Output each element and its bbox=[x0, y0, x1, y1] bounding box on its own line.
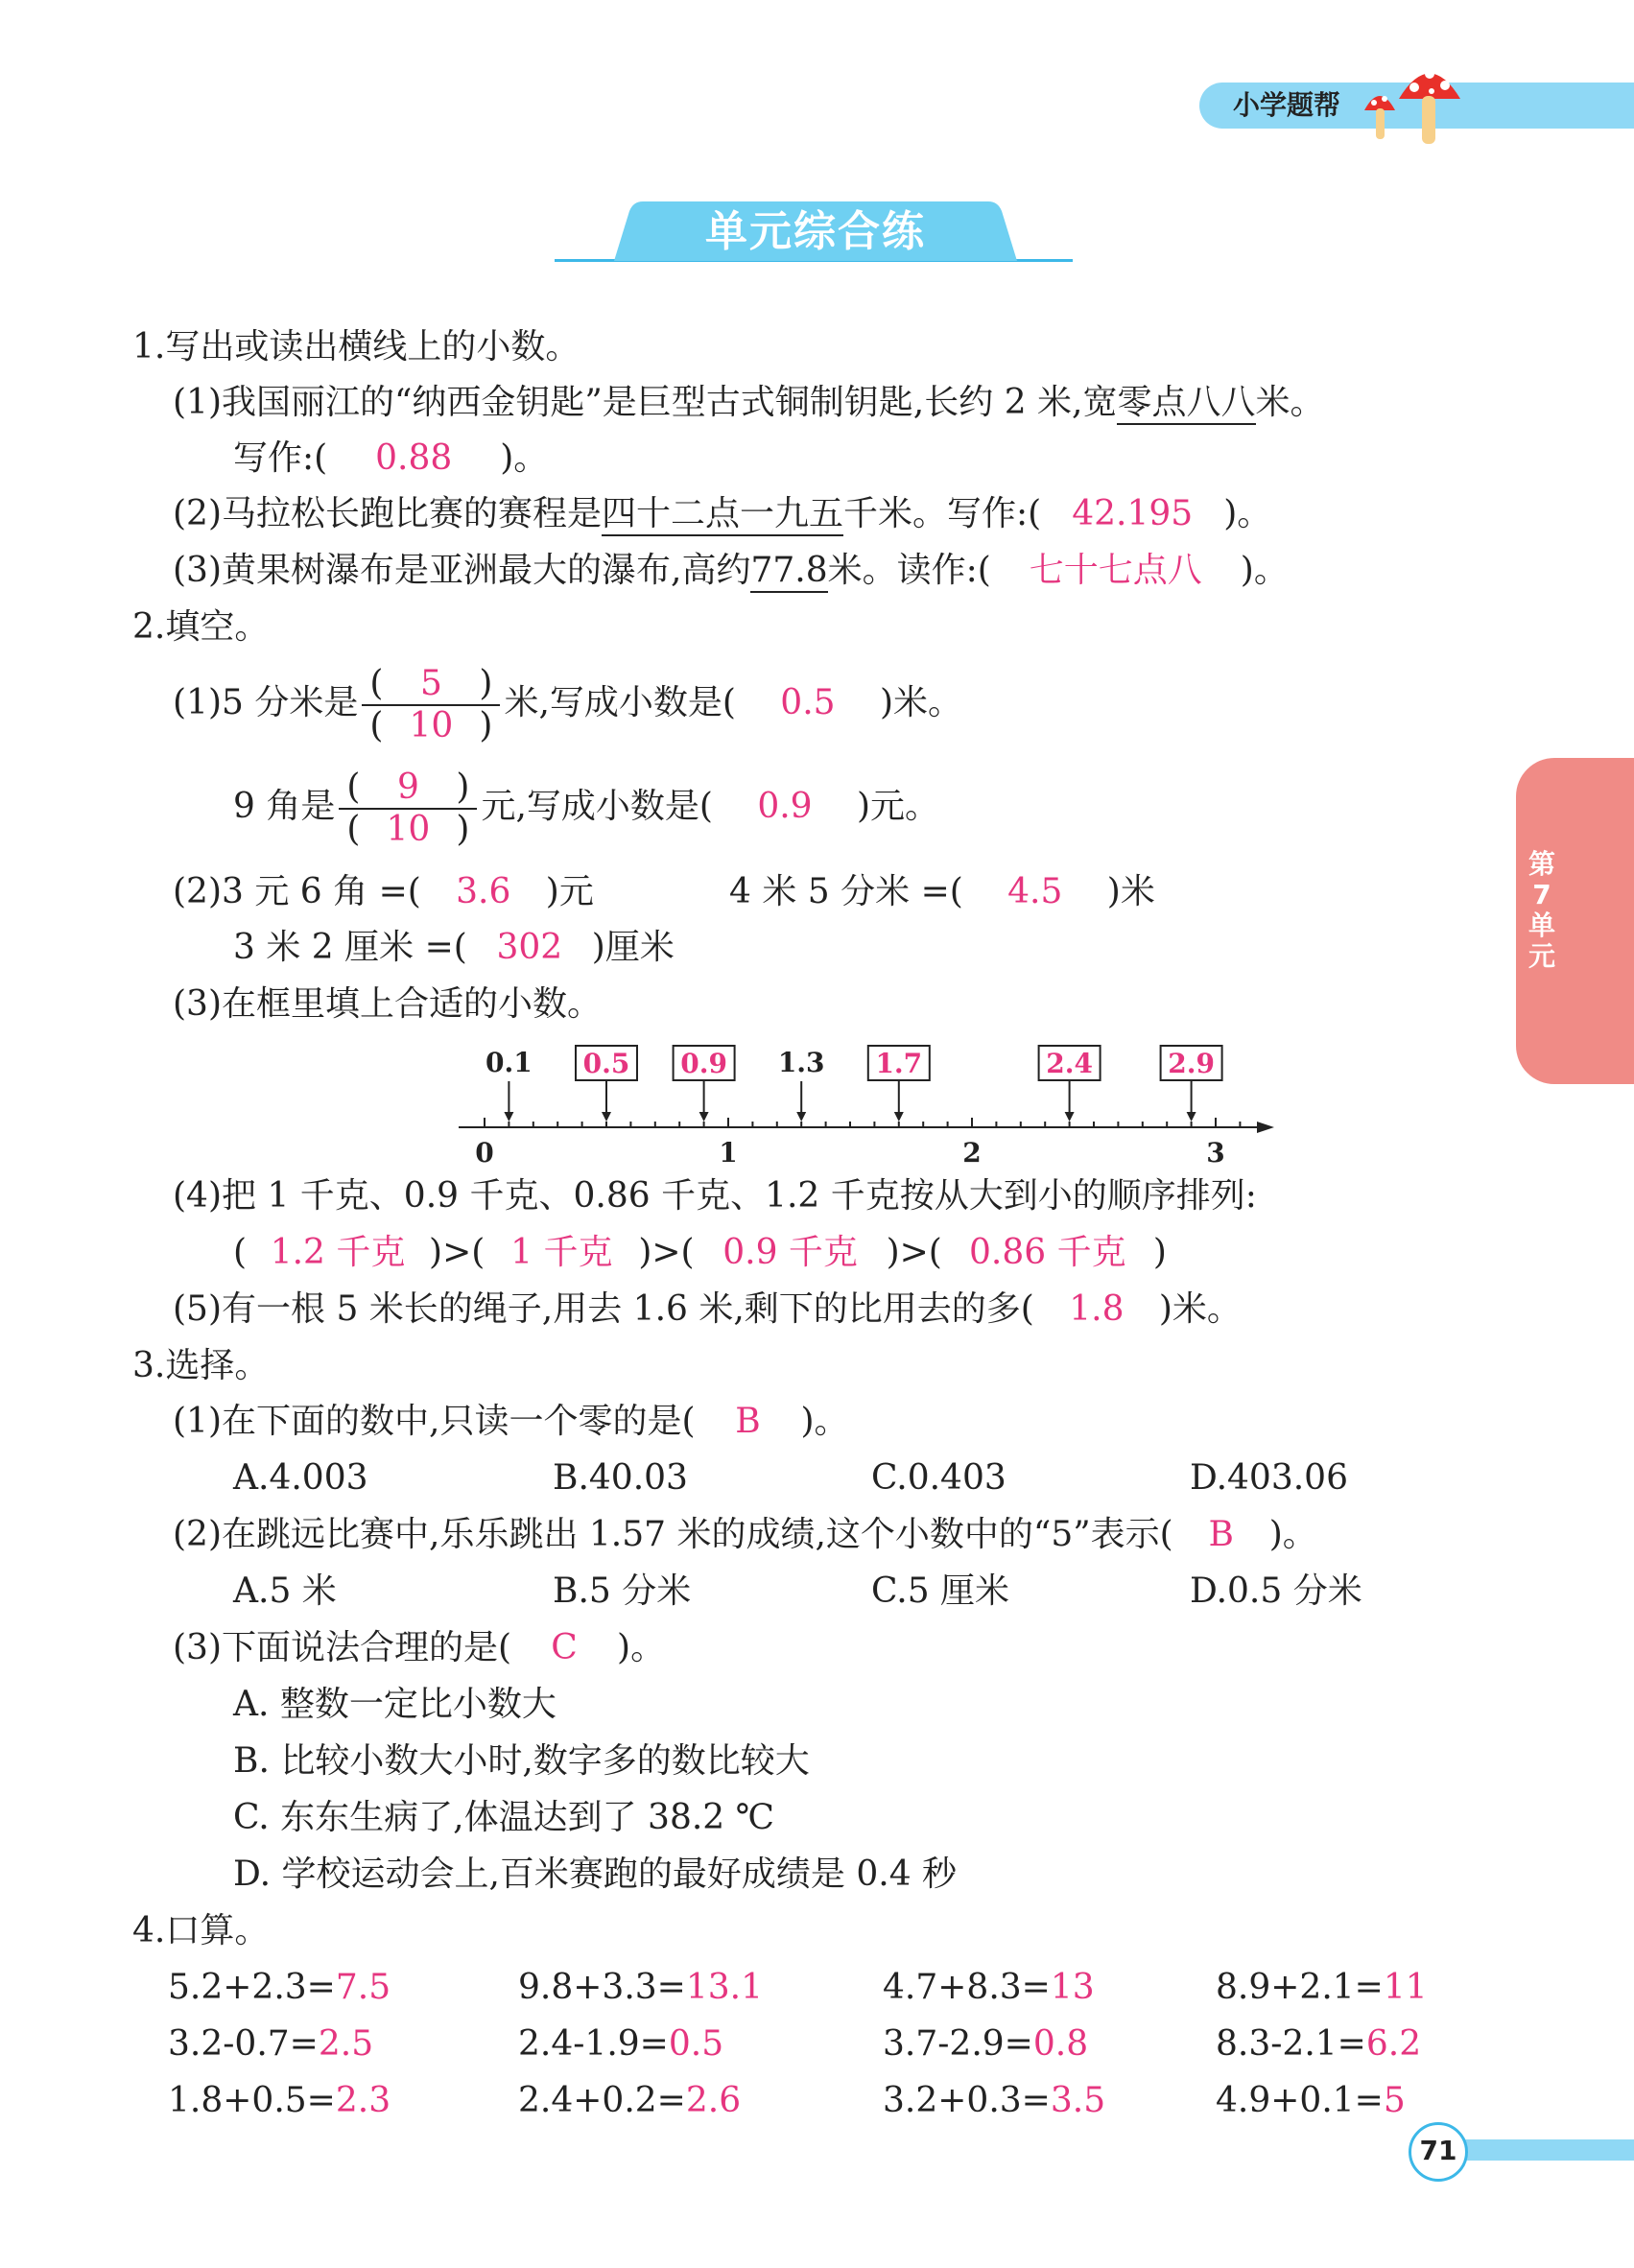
mental-math-item bbox=[1216, 2023, 1421, 2066]
option: C. 东东生病了,体温达到了 38.2 ℃ bbox=[233, 1798, 774, 1837]
option: D. 学校运动会上,百米赛跑的最好成绩是 0.4 秒 bbox=[233, 1855, 958, 1894]
q2-title: 2.填空。 bbox=[132, 607, 270, 647]
expression: 3.2+0.3= bbox=[883, 2081, 1051, 2120]
answer-text: 2.5 bbox=[318, 2024, 374, 2064]
answer-text: 七十七点八 bbox=[1029, 551, 1202, 590]
mushroom-icon bbox=[1353, 53, 1468, 149]
q3-p3: (3)下面说法合理的是( C )。 bbox=[173, 1628, 666, 1667]
mental-math-item bbox=[518, 2080, 741, 2122]
point-label: 0.1 bbox=[485, 1047, 533, 1078]
answer-text: 0.9 bbox=[757, 787, 813, 826]
q3-p1: (1)在下面的数中,只读一个零的是( B )。 bbox=[173, 1402, 849, 1441]
answer-text: 0.86 千克 bbox=[969, 1233, 1126, 1272]
axis-tick-label: 1 bbox=[719, 1137, 738, 1169]
mental-math-item bbox=[168, 2080, 391, 2122]
q2-p2a: (2)3 元 6 角 =( 3.6 )元 bbox=[173, 872, 594, 911]
q2-p1b: 9 角是 $\frac{( 9 )}{( 10 )}$ 元,写成小数是( 0.9 )元。 bbox=[233, 768, 939, 849]
q1-p1: (1)我国丽江的“纳西金钥匙”是巨型古式铜制钥匙,长约 2 米,宽零点八八米。 bbox=[173, 382, 1325, 424]
mental-math-item bbox=[168, 1967, 391, 2009]
q1-p2: (2)马拉松长跑比赛的赛程是四十二点一九五千米。写作:( 42.195 )。 bbox=[173, 493, 1271, 535]
answer-text: 11 bbox=[1383, 1968, 1428, 2007]
option: C.5 厘米 bbox=[871, 1571, 1010, 1611]
option: B. 比较小数大小时,数字多的数比较大 bbox=[233, 1741, 810, 1781]
answer-text: 1.8 bbox=[1069, 1289, 1125, 1329]
option: B.40.03 bbox=[553, 1458, 688, 1498]
q1-p3: (3)黄果树瀑布是亚洲最大的瀑布,高约77.8米。读作:( 七十七点八 )。 bbox=[173, 550, 1289, 592]
point-label: 1.3 bbox=[777, 1047, 825, 1078]
option: A. 整数一定比小数大 bbox=[233, 1685, 557, 1724]
answer-text: 1 千克 bbox=[510, 1233, 613, 1272]
expression: 8.3-2.1= bbox=[1216, 2024, 1366, 2064]
pointer-arrow-icon bbox=[699, 1112, 709, 1122]
mental-math-item bbox=[518, 2023, 723, 2066]
q1-p1-write: 写作:( 0.88 )。 bbox=[233, 438, 549, 478]
brand-label: 小学题帮 bbox=[1233, 89, 1341, 121]
pointer-arrow-icon bbox=[796, 1112, 806, 1122]
q2-p2b: 4 米 5 分米 =( 4.5 )米 bbox=[729, 872, 1155, 911]
answer-text: 42.195 bbox=[1072, 494, 1194, 533]
expression: 9.8+3.3= bbox=[518, 1968, 686, 2007]
answer-text: B bbox=[1208, 1515, 1234, 1554]
q3-p2: (2)在跳远比赛中,乐乐跳出 1.57 米的成绩,这个小数中的“5”表示( B )。 bbox=[173, 1515, 1317, 1554]
side-tab-label: 第7单元 bbox=[1527, 848, 1555, 972]
fraction: $\frac{( 5 )}{( 10 )}$ bbox=[362, 664, 500, 746]
axis-tick-label: 0 bbox=[475, 1137, 494, 1169]
expression: 3.2-0.7= bbox=[168, 2024, 319, 2064]
fraction: $\frac{( 9 )}{( 10 )}$ bbox=[339, 768, 477, 850]
banner-title: 单元综合练 bbox=[705, 207, 926, 256]
option: A.4.003 bbox=[233, 1458, 368, 1498]
axis-arrow-icon bbox=[1257, 1122, 1274, 1133]
answer-text: 0.9 千克 bbox=[722, 1233, 858, 1272]
boxed-answer: 2.9 bbox=[1168, 1048, 1215, 1079]
option: B.5 分米 bbox=[553, 1571, 692, 1611]
answer-text: B bbox=[735, 1402, 761, 1441]
number-line bbox=[441, 1041, 1276, 1170]
pointer-arrow-icon bbox=[1187, 1112, 1196, 1122]
mental-math-item bbox=[1216, 1967, 1428, 2009]
axis-tick-label: 2 bbox=[962, 1137, 982, 1169]
mental-math-item bbox=[1216, 2080, 1406, 2122]
mental-math-item bbox=[168, 2023, 373, 2066]
mental-math-item bbox=[883, 2023, 1088, 2066]
mental-math-item bbox=[518, 1967, 763, 2009]
boxed-answer: 2.4 bbox=[1046, 1048, 1093, 1079]
boxed-answer: 1.7 bbox=[875, 1048, 923, 1079]
answer-text: 0.8 bbox=[1032, 2024, 1089, 2064]
q1-title: 1.写出或读出横线上的小数。 bbox=[132, 327, 580, 366]
answer-text: 0.5 bbox=[668, 2024, 724, 2064]
answer-text: 4.5 bbox=[1007, 872, 1063, 911]
pointer-arrow-icon bbox=[1065, 1112, 1075, 1122]
q2-p1a: (1)5 分米是 $\frac{( 5 )}{( 10 )}$ 米,写成小数是( 0.5 )米。 bbox=[173, 664, 962, 745]
answer-text: 1.2 千克 bbox=[270, 1233, 406, 1272]
option: A.5 米 bbox=[233, 1571, 337, 1611]
q2-p4: (4)把 1 千克、0.9 千克、0.86 千克、1.2 千克按从大到小的顺序排列: bbox=[173, 1176, 1257, 1216]
q4-title: 4.口算。 bbox=[132, 1911, 270, 1950]
answer-text: 6.2 bbox=[1365, 2024, 1422, 2064]
option: D.403.06 bbox=[1190, 1458, 1348, 1498]
q2-p2c: 3 米 2 厘米 =( 302 )厘米 bbox=[233, 928, 675, 967]
expression: 8.9+2.1= bbox=[1216, 1968, 1384, 2007]
answer-text: 2.6 bbox=[685, 2081, 742, 2120]
expression: 1.8+0.5= bbox=[168, 2081, 336, 2120]
expression: 3.7-2.9= bbox=[883, 2024, 1033, 2064]
answer-text: 0.88 bbox=[375, 438, 453, 478]
pointer-arrow-icon bbox=[504, 1112, 513, 1122]
answer-text: 7.5 bbox=[335, 1968, 391, 2007]
answer-text: 5 bbox=[1383, 2081, 1406, 2120]
option: D.0.5 分米 bbox=[1190, 1571, 1362, 1611]
pointer-arrow-icon bbox=[602, 1112, 611, 1122]
expression: 2.4-1.9= bbox=[518, 2024, 669, 2064]
pointer-arrow-icon bbox=[894, 1112, 904, 1122]
expression: 2.4+0.2= bbox=[518, 2081, 686, 2120]
boxed-answer: 0.5 bbox=[582, 1048, 630, 1079]
q2-p5: (5)有一根 5 米长的绳子,用去 1.6 米,剩下的比用去的多( 1.8 )米。 bbox=[173, 1289, 1242, 1329]
option: C.0.403 bbox=[871, 1458, 1006, 1498]
boxed-answer: 0.9 bbox=[680, 1048, 727, 1079]
mental-math-item bbox=[883, 1967, 1095, 2009]
expression: 4.9+0.1= bbox=[1216, 2081, 1384, 2120]
mental-math-item bbox=[883, 2080, 1105, 2122]
answer-text: 2.3 bbox=[335, 2081, 391, 2120]
page-number: 71 bbox=[1419, 2135, 1457, 2166]
answer-text: 13 bbox=[1050, 1968, 1095, 2007]
expression: 4.7+8.3= bbox=[883, 1968, 1051, 2007]
answer-text: 0.5 bbox=[780, 683, 836, 722]
q2-p3: (3)在框里填上合适的小数。 bbox=[173, 984, 602, 1024]
expression: 5.2+2.3= bbox=[168, 1968, 336, 2007]
axis-tick-label: 3 bbox=[1206, 1137, 1225, 1169]
answer-text: C bbox=[551, 1628, 578, 1667]
answer-text: 3.6 bbox=[456, 872, 511, 911]
answer-text: 3.5 bbox=[1050, 2081, 1106, 2120]
q3-title: 3.选择。 bbox=[132, 1346, 270, 1385]
answer-text: 13.1 bbox=[685, 1968, 763, 2007]
q2-p4-answers: ( 1.2 千克 )>( 1 千克 )>( 0.9 千克 )>( 0.86 千克 ) bbox=[233, 1233, 1167, 1272]
answer-text: 302 bbox=[496, 928, 563, 967]
